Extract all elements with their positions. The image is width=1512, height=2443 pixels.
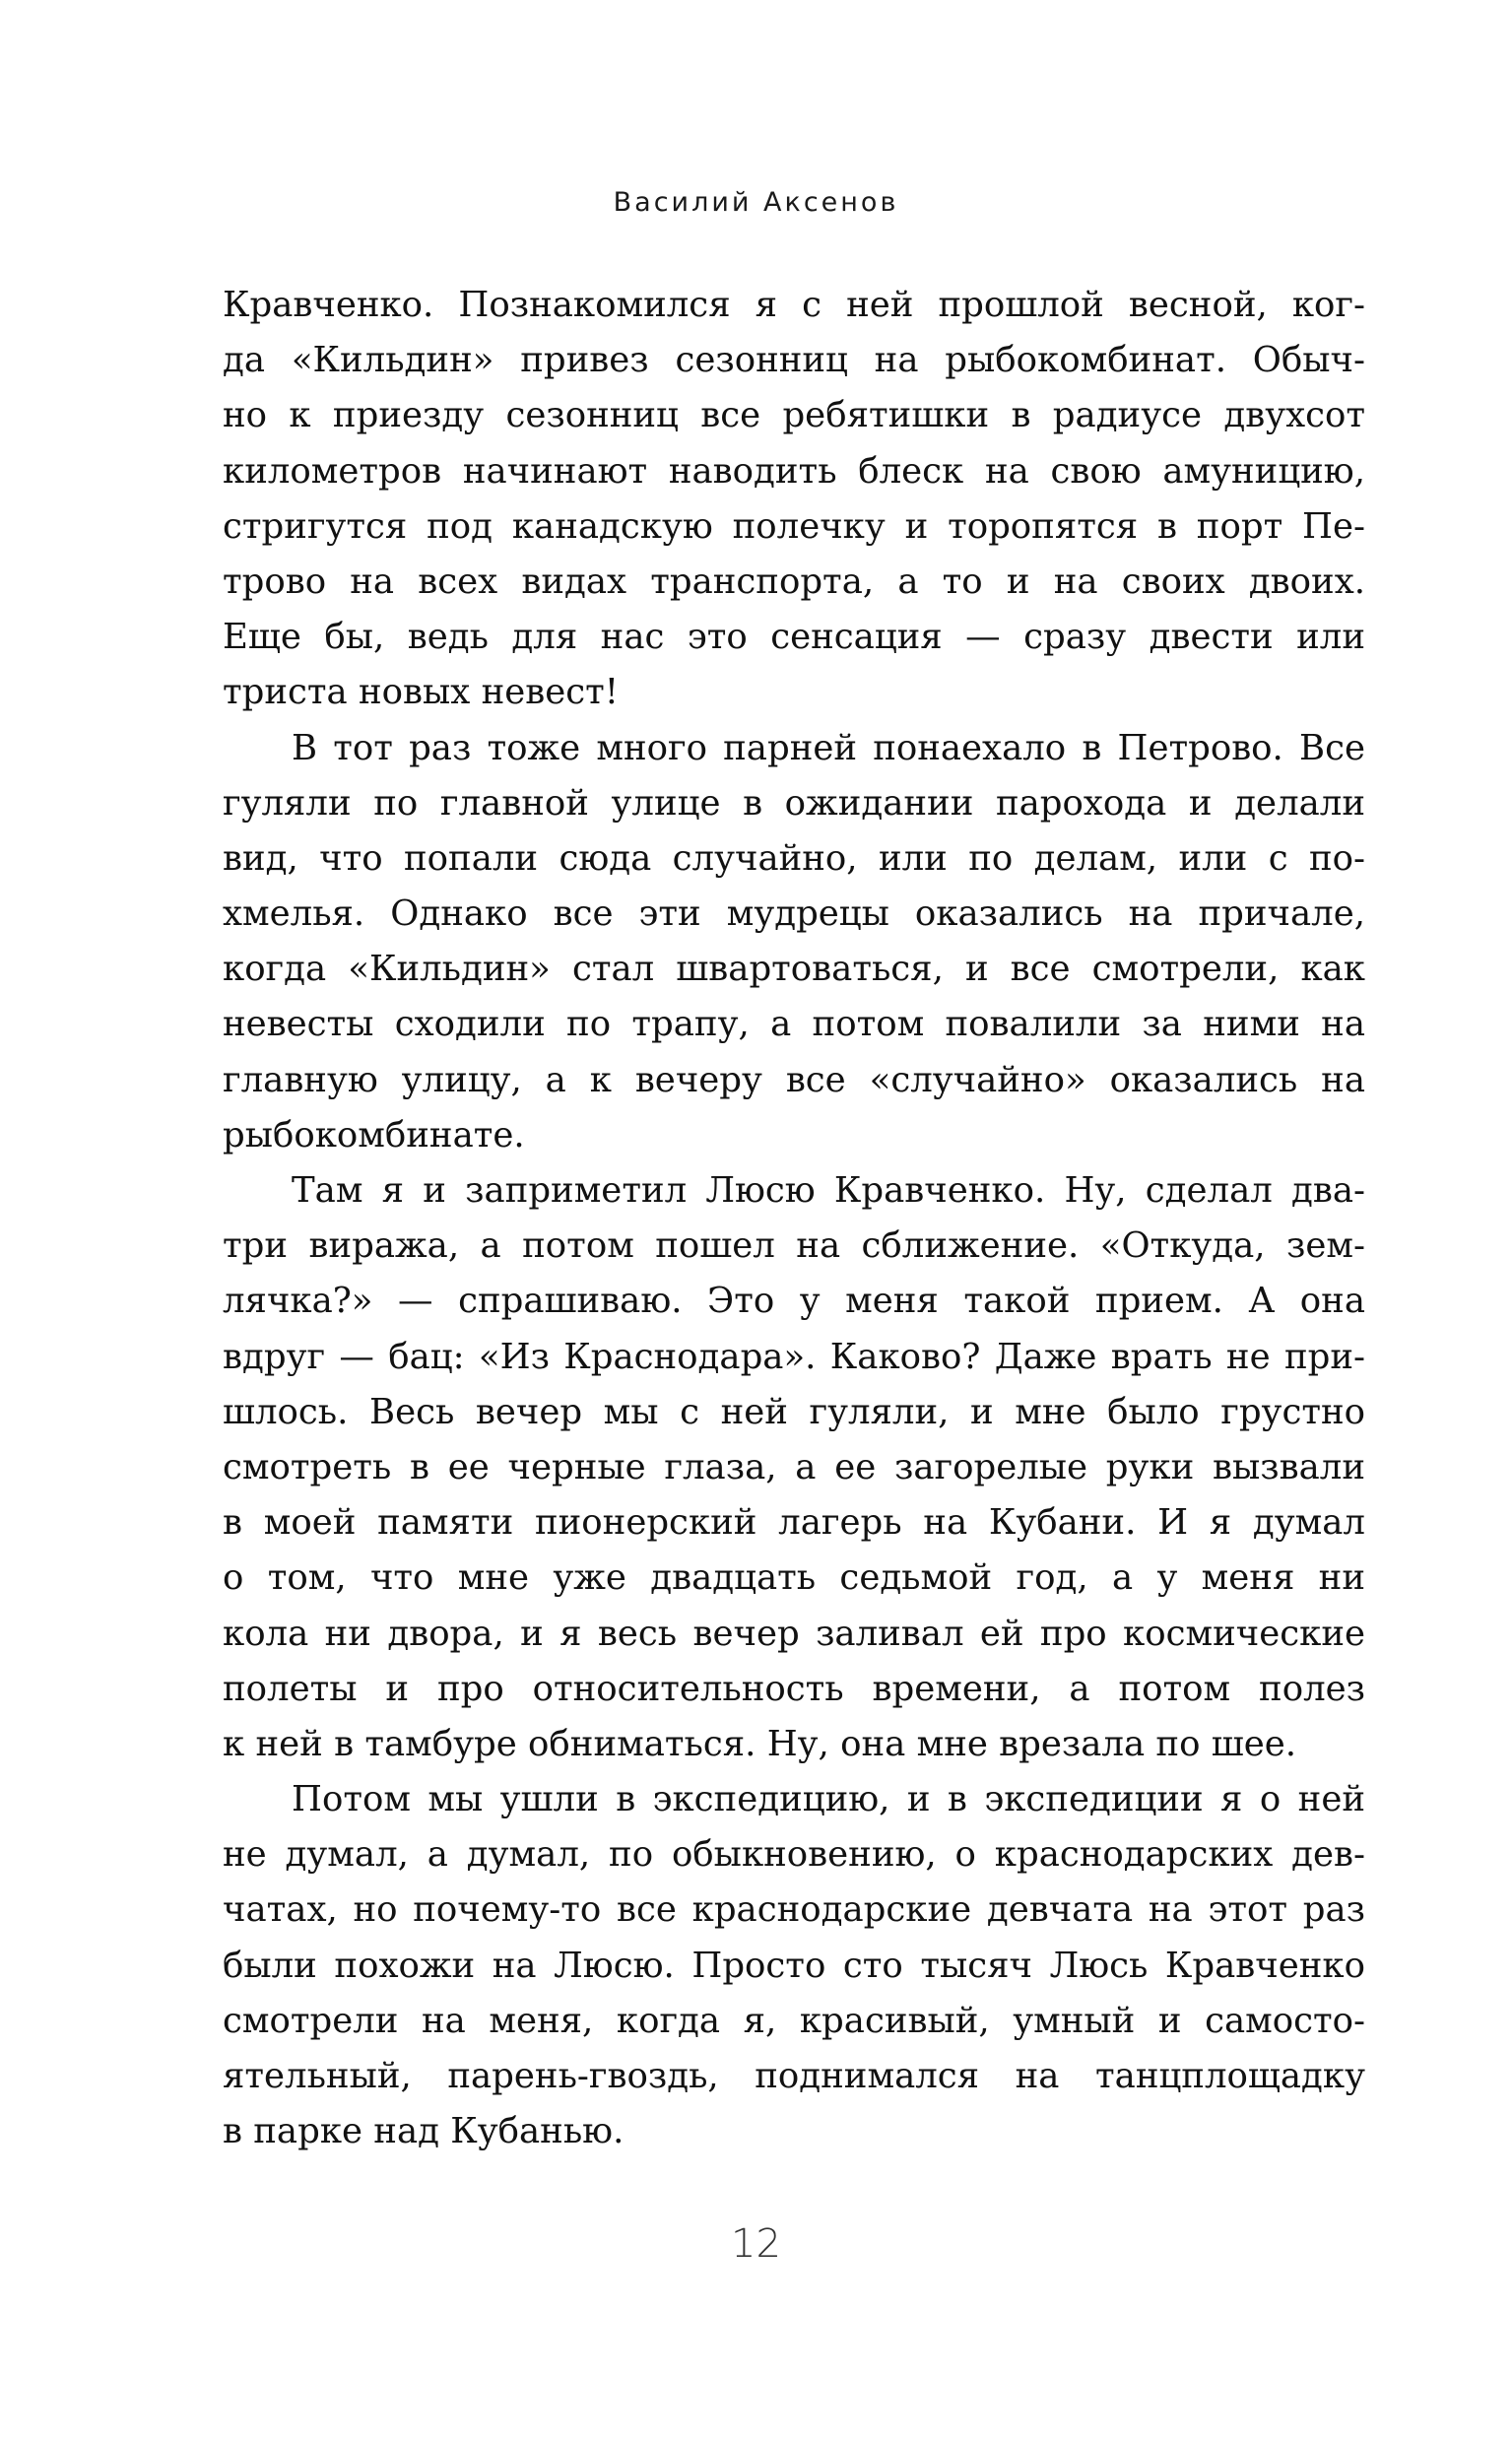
text-line: ятельный, парень-гвоздь, поднимался на танцплощадку <box>223 2056 1365 2096</box>
text-line: трово на всех видах транспорта, а то и на своих двоих. <box>223 561 1365 602</box>
text-line: гуляли по главной улице в ожидании парохода и делали <box>223 782 1365 824</box>
text-line: В тот раз тоже много парней понаехало в Петрово. Все <box>292 727 1365 768</box>
text-line: рыбокомбинате. <box>223 1114 525 1155</box>
text-line: когда «Кильдин» стал швартоваться, и все смотрели, как <box>223 949 1365 990</box>
text-line: смотреть в ее черные глаза, а ее загорелые руки вызвали <box>223 1446 1365 1487</box>
text-line: не думал, а думал, по обыкновению, о краснодарских дев- <box>223 1834 1365 1876</box>
text-line: триста новых невест! <box>223 672 620 713</box>
text-line: в парке над Кубанью. <box>223 2111 625 2152</box>
text-line: кола ни двора, и я весь вечер заливал ей про космические <box>223 1613 1365 1654</box>
text-line: были похожи на Люсю. Просто сто тысяч Люсь Кравченко <box>223 1945 1365 1986</box>
text-line: километров начинают наводить блеск на свою амуницию, <box>223 450 1365 492</box>
text-line: хмелья. Однако все эти мудрецы оказались на причале, <box>223 893 1365 935</box>
text-line: но к приезду сезонниц все ребятишки в радиусе двухсот <box>223 395 1365 436</box>
text-line: Там я и заприметил Люсю Кравченко. Ну, сделал два- <box>292 1170 1365 1211</box>
body-text <box>223 278 1365 2159</box>
text-line: о том, что мне уже двадцать седьмой год, а у меня ни <box>223 1557 1365 1599</box>
text-line: в моей памяти пионерский лагерь на Кубани. И я думал <box>223 1502 1365 1544</box>
text-line: к ней в тамбуре обниматься. Ну, она мне врезала по шее. <box>223 1723 1297 1764</box>
text-line: да «Кильдин» привез сезонниц на рыбокомбинат. Обыч- <box>223 340 1365 381</box>
running-head-author: Василий Аксенов <box>613 187 899 218</box>
text-line: невесты сходили по трапу, а потом повалили за ними на <box>223 1004 1365 1045</box>
text-line: стригутся под канадскую полечку и торопятся в порт Пе- <box>223 505 1365 547</box>
text-line: полеты и про относительность времени, а потом полез <box>223 1668 1365 1709</box>
text-line: три виража, а потом пошел на сближение. «Откуда, зем- <box>223 1225 1365 1267</box>
text-line: вдруг — бац: «Из Краснодара». Каково? Даже врать не при- <box>223 1336 1365 1377</box>
text-line: смотрели на меня, когда я, красивый, умный и самосто- <box>223 2000 1365 2041</box>
page-number: 12 <box>731 2221 781 2267</box>
text-line: лячка?» — спрашиваю. Это у меня такой прием. А она <box>223 1281 1365 1322</box>
text-line: Кравченко. Познакомился я с ней прошлой весной, ког- <box>223 285 1365 325</box>
text-line: чатах, но почему-то все краснодарские девчата на этот раз <box>223 1889 1365 1931</box>
text-line: шлось. Весь вечер мы с ней гуляли, и мне было грустно <box>223 1391 1365 1432</box>
text-line: Потом мы ушли в экспедицию, и в экспедиции я о ней <box>292 1779 1365 1820</box>
text-line: главную улицу, а к вечеру все «случайно» оказались на <box>223 1059 1365 1100</box>
text-line: Еще бы, ведь для нас это сенсация — сразу двести или <box>223 617 1365 658</box>
text-line: вид, что попали сюда случайно, или по делам, или с по- <box>223 837 1365 879</box>
